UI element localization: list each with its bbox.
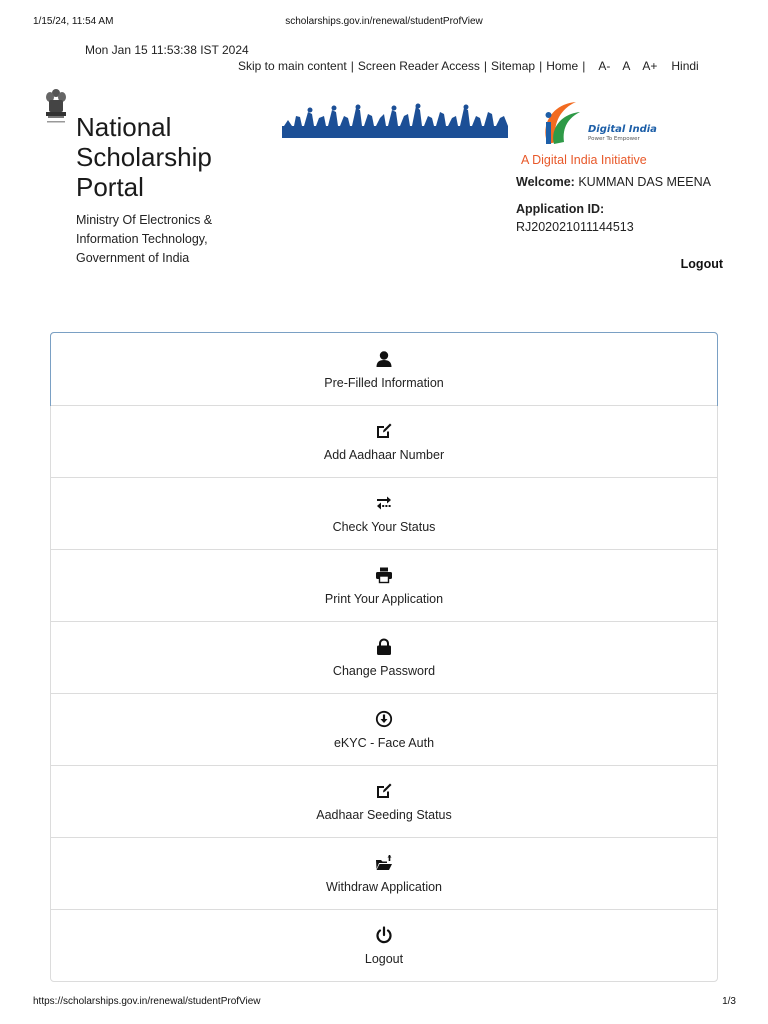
font-decrease-button[interactable]: A- xyxy=(598,59,611,73)
server-clock: Mon Jan 15 11:53:38 IST 2024 xyxy=(85,43,249,57)
header-logout-link[interactable]: Logout xyxy=(680,257,723,271)
sitemap-link[interactable]: Sitemap xyxy=(491,59,536,73)
menu-item-check-your-status[interactable] xyxy=(51,477,717,549)
ministry-line: Ministry Of Electronics & xyxy=(76,213,213,227)
menu-item-ekyc-face-auth[interactable] xyxy=(51,693,717,765)
application-id-label: Application ID: xyxy=(516,202,605,216)
menu-item-aadhaar-seeding-status[interactable] xyxy=(51,765,717,837)
application-id-value: RJ202021011144513 xyxy=(516,220,634,234)
digital-india-logo-text: Digital India xyxy=(588,124,657,135)
menu-item-label: Aadhaar Seeding Status xyxy=(316,808,452,822)
welcome-text xyxy=(516,175,711,189)
menu-item-label: Logout xyxy=(364,952,404,966)
ministry-name xyxy=(76,211,246,268)
skip-to-main-link[interactable]: Skip to main content xyxy=(238,59,347,73)
welcome-label: Welcome: xyxy=(516,175,575,189)
download-circle-icon xyxy=(374,709,394,729)
menu-item-pre-filled-information[interactable] xyxy=(50,332,718,406)
lock-icon xyxy=(374,637,394,657)
font-reset-button[interactable]: A xyxy=(622,59,631,73)
digital-india-logo-subtext: Power To Empower xyxy=(588,136,640,142)
print-icon xyxy=(374,565,394,585)
print-footer-url: https://scholarships.gov.in/renewal/studentProfView xyxy=(33,996,261,1007)
title-line: National xyxy=(76,112,172,142)
font-increase-button[interactable]: A+ xyxy=(642,59,658,73)
user-name: KUMMAN DAS MEENA xyxy=(578,175,711,189)
digital-india-tagline: A Digital India Initiative xyxy=(521,153,647,167)
menu-item-print-your-application[interactable] xyxy=(51,549,717,621)
edit-icon xyxy=(374,421,394,441)
ministry-line: Information Technology, xyxy=(76,232,208,246)
home-link[interactable]: Home xyxy=(546,59,579,73)
menu-item-logout[interactable] xyxy=(51,909,717,981)
menu-item-label: Change Password xyxy=(332,664,436,678)
national-emblem-icon xyxy=(43,88,69,126)
edit-icon xyxy=(374,781,394,801)
folder-open-icon xyxy=(374,853,394,873)
menu-item-label: Add Aadhaar Number xyxy=(323,448,445,462)
ministry-line: Government of India xyxy=(76,251,190,265)
accessibility-bar xyxy=(238,59,699,73)
menu-item-add-aadhaar-number[interactable] xyxy=(51,405,717,477)
separator: | xyxy=(350,59,354,73)
print-url: scholarships.gov.in/renewal/studentProfView xyxy=(285,16,483,27)
menu-item-label: eKYC - Face Auth xyxy=(333,736,435,750)
student-menu xyxy=(50,332,718,982)
digital-india-logo-icon xyxy=(540,98,657,154)
menu-item-label: Print Your Application xyxy=(324,592,444,606)
power-icon xyxy=(374,925,394,945)
menu-item-label: Check Your Status xyxy=(332,520,436,534)
print-page-number: 1/3 xyxy=(722,996,736,1007)
menu-item-label: Withdraw Application xyxy=(325,880,443,894)
separator: | xyxy=(539,59,543,73)
print-datetime: 1/15/24, 11:54 AM xyxy=(33,16,114,27)
print-header xyxy=(0,16,768,30)
students-banner-icon xyxy=(282,104,508,140)
user-icon xyxy=(374,349,394,369)
title-line: Portal xyxy=(76,172,144,202)
title-line: Scholarship xyxy=(76,142,212,172)
exchange-icon xyxy=(374,493,394,513)
portal-title xyxy=(76,112,256,202)
separator: | xyxy=(582,59,586,73)
menu-item-label: Pre-Filled Information xyxy=(324,375,444,390)
screen-reader-link[interactable]: Screen Reader Access xyxy=(357,59,480,73)
language-hindi-link[interactable]: Hindi xyxy=(671,59,699,73)
separator: | xyxy=(483,59,488,73)
menu-item-withdraw-application[interactable] xyxy=(51,837,717,909)
menu-item-change-password[interactable] xyxy=(51,621,717,693)
